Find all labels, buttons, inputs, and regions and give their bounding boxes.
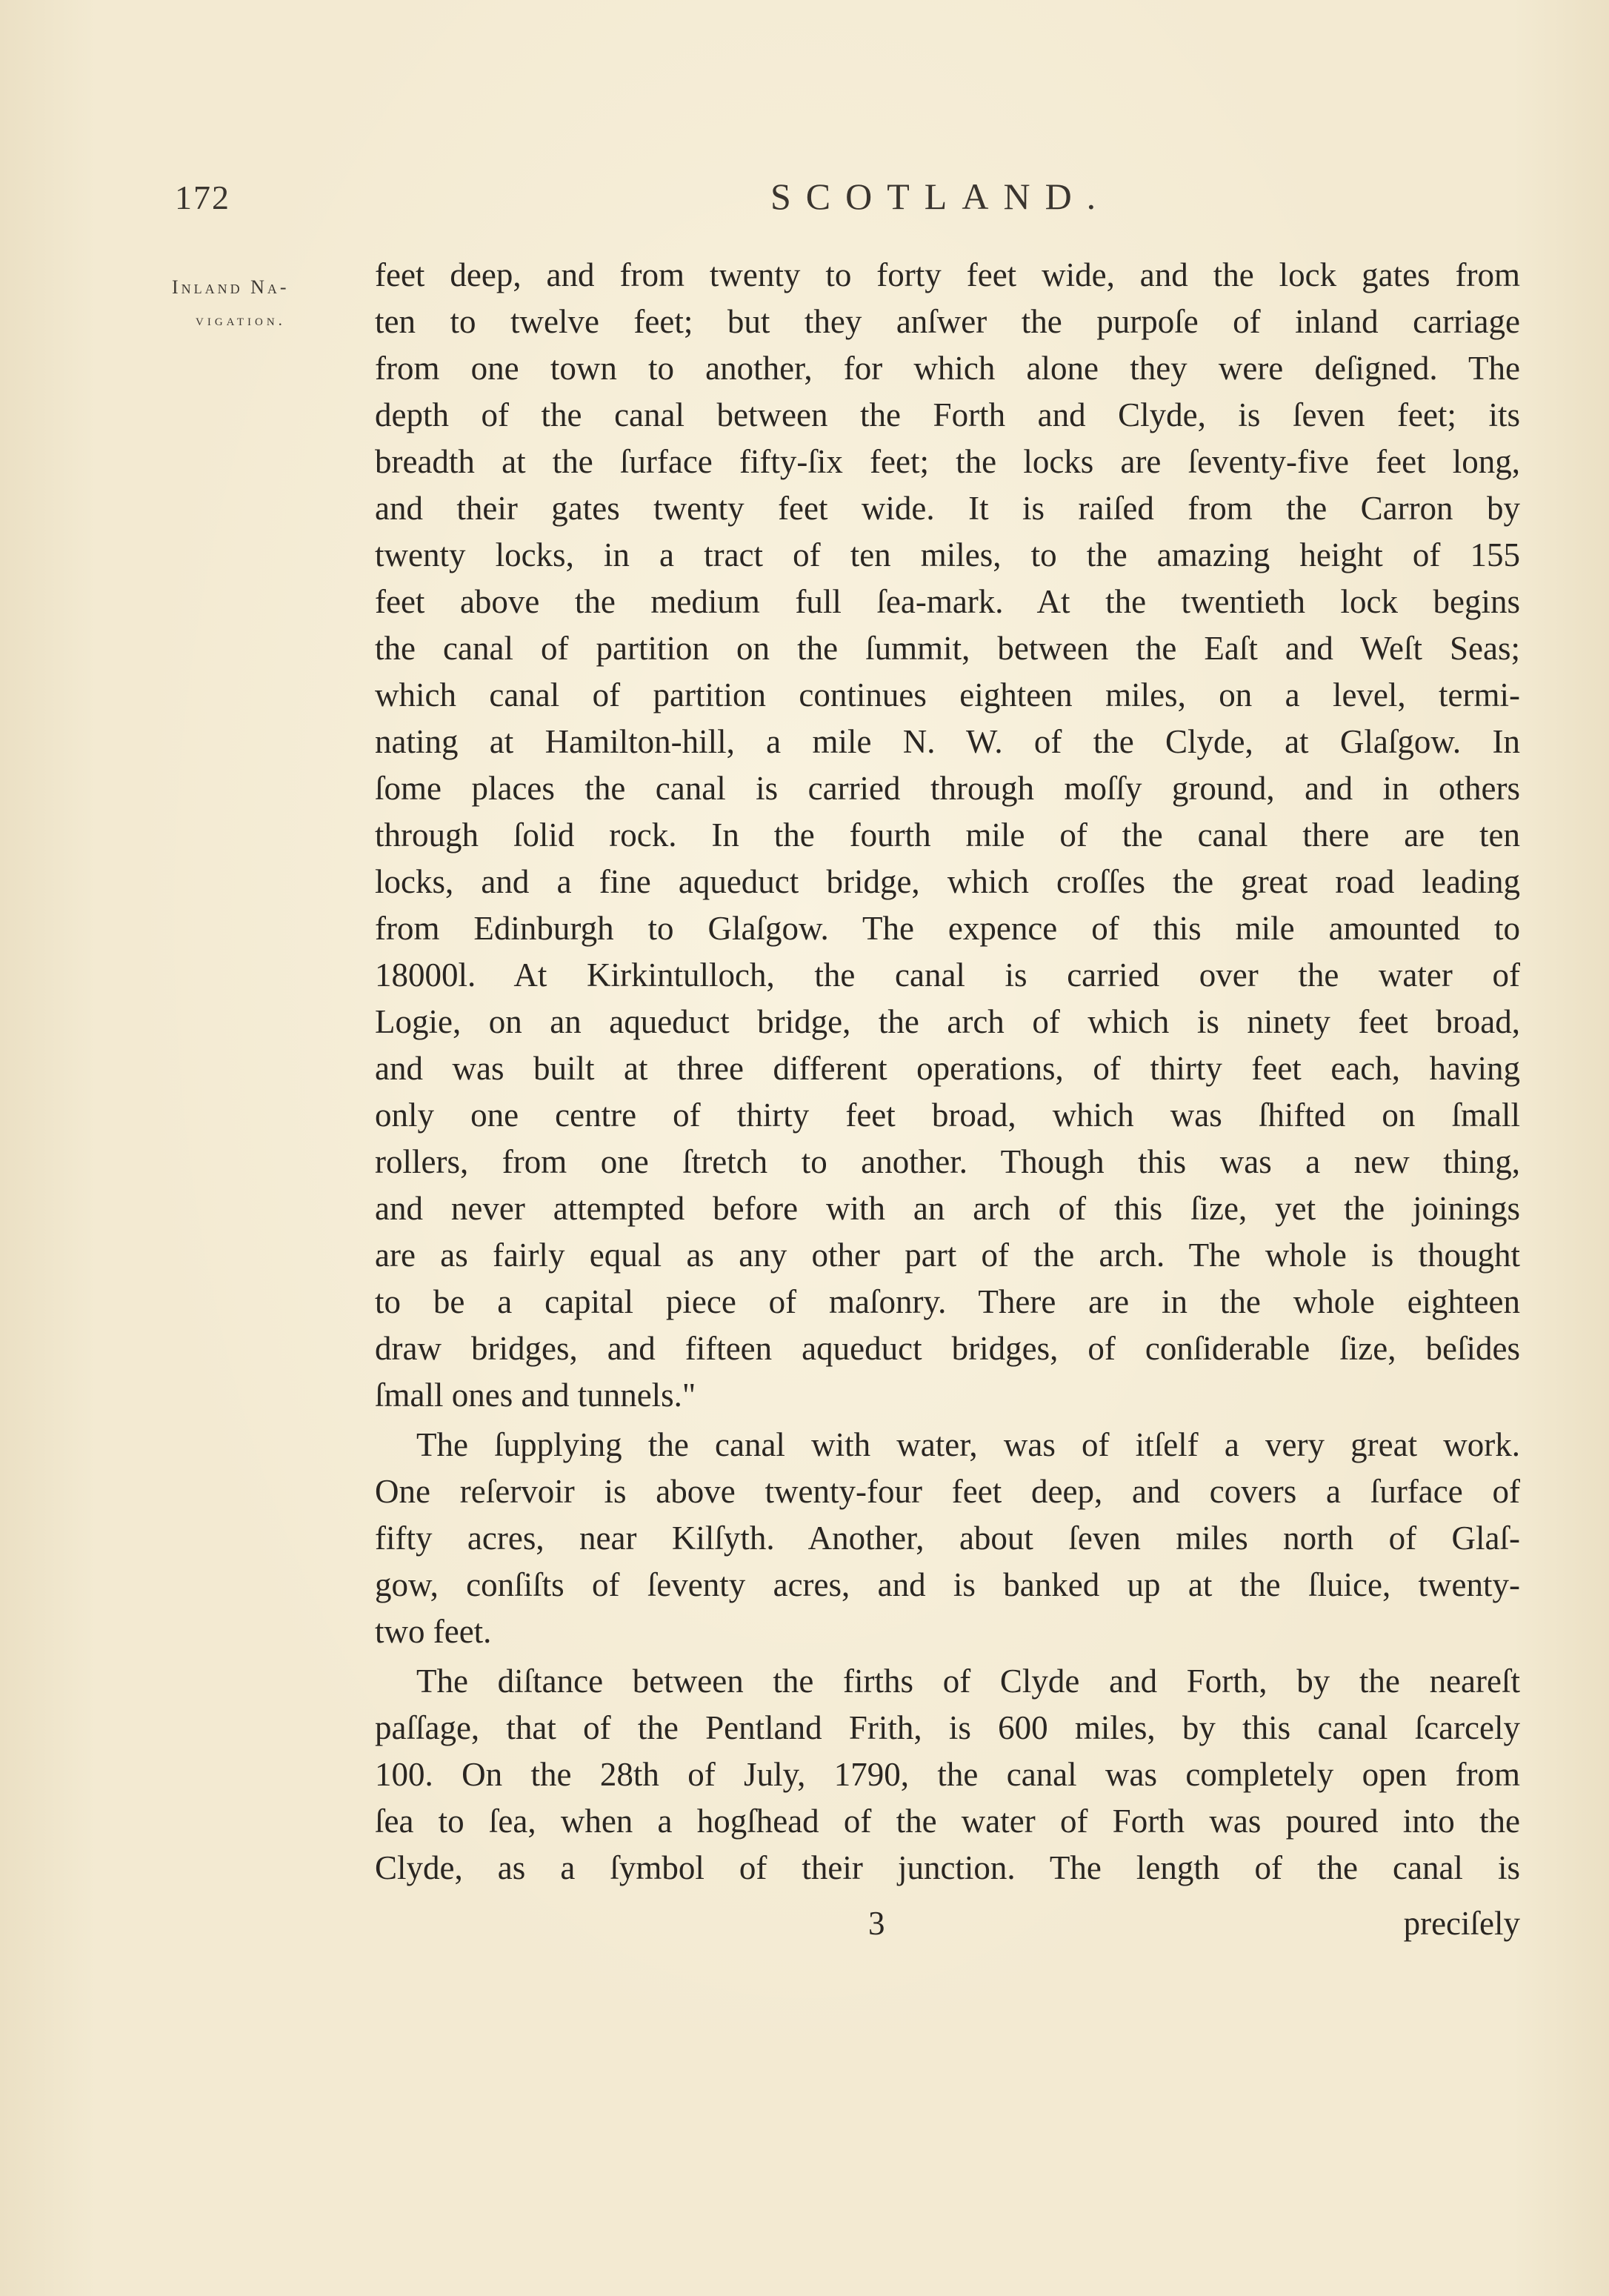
text-line: and was built at three different operations, of thirty feet each, having <box>375 1050 1520 1087</box>
text-line: from Edinburgh to Glaſgow. The expence of this mile amounted to <box>375 910 1520 947</box>
text-line: locks, and a fine aqueduct bridge, which croſſes the great road leading <box>375 863 1520 900</box>
text-line: breadth at the ſurface fifty-ſix feet; the locks are ſeventy-five feet long, <box>375 443 1520 480</box>
text-line: depth of the canal between the Forth and Clyde, is ſeven feet; its <box>375 396 1520 433</box>
text-line: The ſupplying the canal with water, was of itſelf a very great work. <box>416 1426 1520 1463</box>
text-line: ten to twelve feet; but they anſwer the purpoſe of inland carriage <box>375 303 1520 340</box>
body-text <box>375 252 1520 1891</box>
text-line: from one town to another, for which alone they were deſigned. The <box>375 350 1520 387</box>
text-line: are as fairly equal as any other part of the arch. The whole is thought <box>375 1237 1520 1274</box>
margin-note <box>172 271 387 336</box>
running-head: SCOTLAND. <box>770 176 1111 217</box>
text-line: only one centre of thirty feet broad, which was ſhifted on ſmall <box>375 1097 1520 1134</box>
text-line: the canal of partition on the ſummit, between the Eaſt and Weſt Seas; <box>375 630 1520 667</box>
text-line: through ſolid rock. In the fourth mile of the canal there are ten <box>375 816 1520 853</box>
text-line: two feet. <box>375 1613 492 1650</box>
paragraph <box>375 1422 1520 1655</box>
signature-mark: 3 <box>868 1905 885 1942</box>
text-line: twenty locks, in a tract of ten miles, to the amazing height of 155 <box>375 536 1520 573</box>
text-line: ſmall ones and tunnels." <box>375 1377 696 1414</box>
text-line: and their gates twenty feet wide. It is raiſed from the Carron by <box>375 490 1520 527</box>
text-line: ſea to ſea, when a hogſhead of the water of Forth was poured into the <box>375 1803 1520 1840</box>
text-line: nating at Hamilton-hill, a mile N. W. of the Clyde, at Glaſgow. In <box>375 723 1520 760</box>
margin-note-line-2: vigation. <box>196 311 286 329</box>
text-line: feet deep, and from twenty to forty feet wide, and the lock gates from <box>375 256 1520 293</box>
text-line: gow, conſiſts of ſeventy acres, and is banked up at the ſluice, twenty- <box>375 1566 1520 1603</box>
text-line: The diſtance between the firths of Clyde and Forth, by the neareſt <box>416 1663 1520 1700</box>
text-line: draw bridges, and fifteen aqueduct bridges, of conſiderable ſize, beſides <box>375 1330 1520 1367</box>
text-line: 18000l. At Kirkintulloch, the canal is carried over the water of <box>375 956 1520 994</box>
text-line: fifty acres, near Kilſyth. Another, about ſeven miles north of Glaſ- <box>375 1520 1520 1557</box>
text-line: to be a capital piece of maſonry. There are in the whole eighteen <box>375 1283 1520 1320</box>
catchword: preciſely <box>1403 1905 1520 1942</box>
text-line: Clyde, as a ſymbol of their junction. The length of the canal is <box>375 1849 1520 1886</box>
text-line: Logie, on an aqueduct bridge, the arch of which is ninety feet broad, <box>375 1003 1520 1040</box>
text-line: ſome places the canal is carried through moſſy ground, and in others <box>375 770 1520 807</box>
text-line: and never attempted before with an arch of this ſize, yet the joinings <box>375 1190 1520 1227</box>
page-number: 172 <box>175 179 230 216</box>
page-footer <box>375 1904 1520 1951</box>
paragraph <box>375 252 1520 1419</box>
text-line: 100. On the 28th of July, 1790, the canal was completely open from <box>375 1756 1520 1793</box>
margin-note-line-1: Inland Na- <box>172 276 290 298</box>
text-line: rollers, from one ſtretch to another. Though this was a new thing, <box>375 1143 1520 1180</box>
text-line: One reſervoir is above twenty-four feet deep, and covers a ſurface of <box>375 1473 1520 1510</box>
text-line: paſſage, that of the Pentland Frith, is 600 miles, by this canal ſcarcely <box>375 1709 1520 1746</box>
paragraph <box>375 1658 1520 1891</box>
text-line: which canal of partition continues eighteen miles, on a level, termi- <box>375 676 1520 713</box>
text-line: feet above the medium full ſea-mark. At the twentieth lock begins <box>375 583 1520 620</box>
